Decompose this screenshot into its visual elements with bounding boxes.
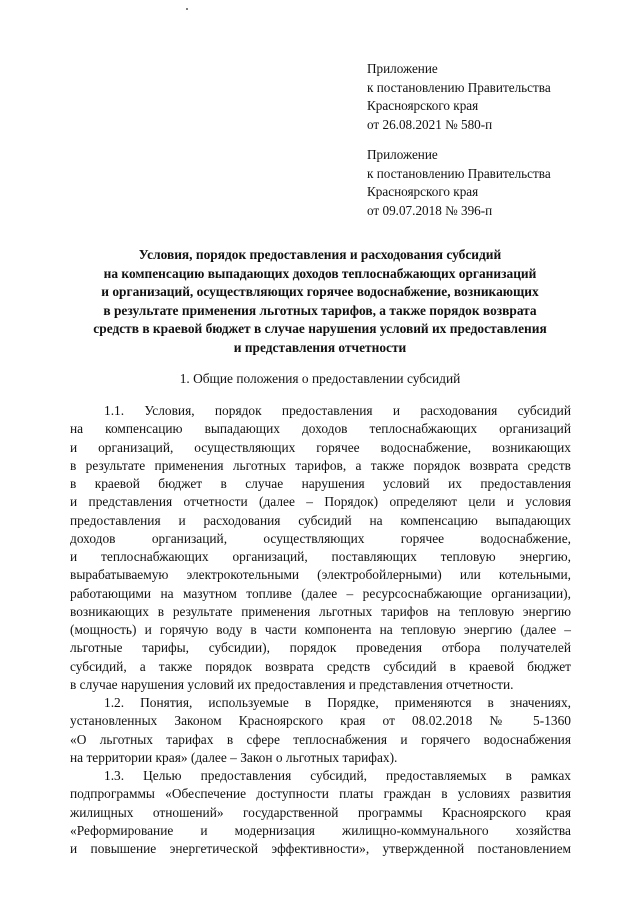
paragraph-line: 1.3. Целью предоставления субсидий, предоставляемых в рамках <box>104 768 571 783</box>
annex-line: к постановлению Правительства <box>367 79 551 95</box>
paragraph-line: работающими на мазутном топливе (далее – ресурсоснабжающие организации), <box>70 585 571 601</box>
section-body <box>70 402 571 858</box>
paragraph-line: «Реформирование и модернизация жилищно-коммунального хозяйства <box>70 822 571 838</box>
paragraph-line: установленных Законом Красноярского края от 08.02.2018 № 5-1360 <box>70 713 571 729</box>
section-heading: 1. Общие положения о предоставлении субсидий <box>179 371 461 386</box>
paragraph-line: и организаций, осуществляющих горячее водоснабжение, возникающих <box>70 439 571 455</box>
paragraph-line: и представления отчетности (далее – Порядок) определяют цели и условия <box>70 494 571 510</box>
paragraph-line: на компенсацию выпадающих доходов теплоснабжающих организаций <box>70 421 571 437</box>
annex-line: от 26.08.2021 № 580-п <box>367 116 493 132</box>
annex-line: Красноярского края <box>367 98 479 113</box>
paragraph-line: в краевой бюджет в случае нарушения условий их предоставления <box>70 476 571 491</box>
paragraph-line: и теплоснабжающих организаций, поставляющих тепловую энергию, <box>70 549 571 564</box>
scan-speck <box>186 8 188 10</box>
paragraph-line: льготные тарифы, субсидии), порядок проведения отбора получателей <box>70 640 571 656</box>
paragraph-line: возникающих в результате применения льготных тарифов на тепловую энергию <box>70 603 571 619</box>
paragraph-line: «О льготных тарифах в сфере теплоснабжения и горячего водоснабжения <box>70 731 571 747</box>
paragraph-line: (мощность) и горячую воду в части компонента на тепловую энергию (далее – <box>70 622 571 637</box>
paragraph-line: на территории края» (далее – Закон о льготных тарифах). <box>70 749 398 765</box>
annex-current <box>367 60 551 134</box>
annex-line: к постановлению Правительства <box>367 165 551 181</box>
title-line: на компенсацию выпадающих доходов теплоснабжающих организаций <box>103 265 537 281</box>
paragraph-line: в случае нарушения условий их предоставления и представления отчетности. <box>70 676 514 692</box>
paragraph-line: и повышение энергетической эффективности», утвержденной постановлением <box>70 841 571 856</box>
title-line: в результате применения льготных тарифов, а также порядок возврата <box>103 302 537 318</box>
annex-line: Приложение <box>367 61 438 76</box>
annex-previous <box>367 146 551 220</box>
paragraph-line: вырабатываемую электрокотельными (электробойлерными) или котельными, <box>70 567 571 583</box>
paragraph-line: доходов организаций, осуществляющих горячее водоснабжение, <box>70 530 571 546</box>
annex-line: Приложение <box>367 147 438 162</box>
document-title <box>70 246 570 358</box>
paragraph-line: 1.1. Условия, порядок предоставления и расходования субсидий <box>104 403 571 418</box>
paragraph-line: подпрограммы «Обеспечение доступности платы граждан в условиях развития <box>70 786 571 802</box>
title-line: Условия, порядок предоставления и расходования субсидий <box>138 247 502 262</box>
title-line: и организаций, осуществляющих горячее водоснабжение, возникающих <box>101 284 539 300</box>
annex-line: от 09.07.2018 № 396-п <box>367 202 493 218</box>
title-line: и представления отчетности <box>233 339 407 355</box>
paragraph-line: 1.2. Понятия, используемые в Порядке, применяются в значениях, <box>104 695 571 710</box>
title-line: средств в краевой бюджет в случае нарушения условий их предоставления <box>93 321 547 337</box>
paragraph-line: жилищных отношений» государственной программы Красноярского края <box>70 804 571 820</box>
paragraph-line: предоставления и расходования субсидий на компенсацию выпадающих <box>70 512 571 528</box>
paragraph-line: субсидий, а также порядок возврата средств субсидий в краевой бюджет <box>70 658 571 674</box>
paragraph-line: в результате применения льготных тарифов, а также порядок возврата средств <box>70 457 571 473</box>
annex-line: Красноярского края <box>367 184 479 199</box>
